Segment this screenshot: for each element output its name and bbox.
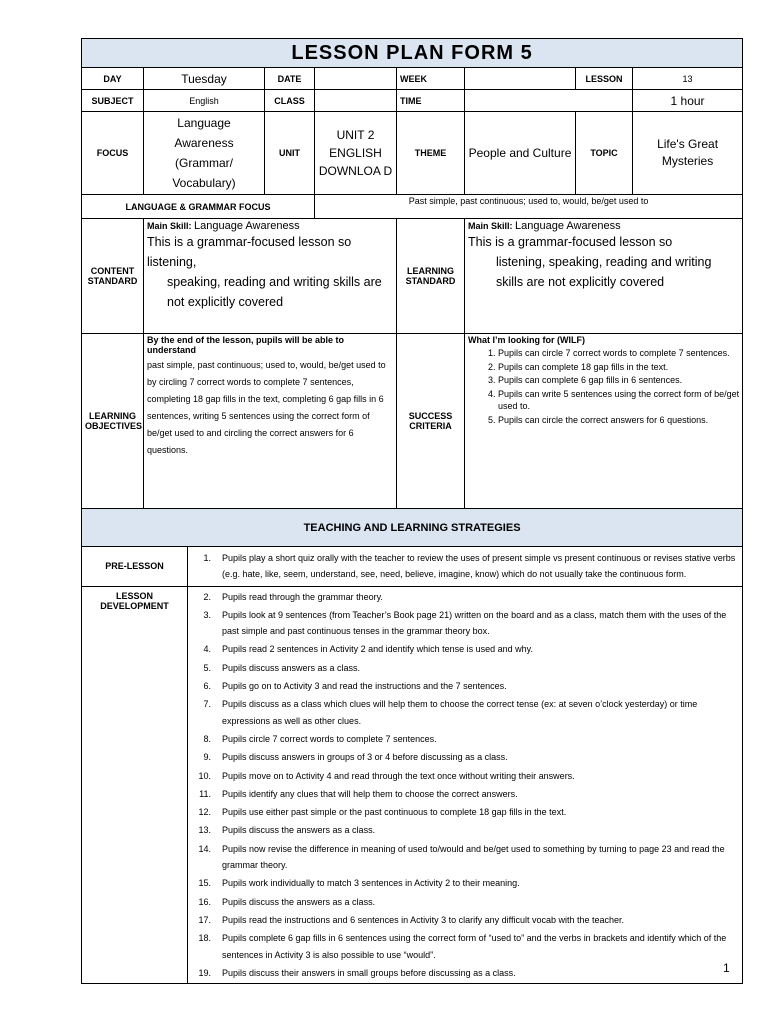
success-heading: What I’m looking for (WILF) [468,335,585,345]
lesson-plan-form [81,38,742,984]
step-number: 19. [198,967,211,978]
learning-standard-cell [465,219,743,334]
step-row [191,964,739,982]
step-number: 4. [203,644,211,655]
step-text: Pupils play a short quiz orally with the teacher to review the uses of present simple vs present continuous or revises stative verbs (e.g. hate, like, seem, understand, see, need, believe, imagine, know) which do not usually take the continuous form. [222,553,736,580]
step-number: 12. [198,807,211,818]
learning-objectives-cell [144,334,397,509]
success-criteria-list [468,347,739,426]
subject-label: SUBJECT [82,90,144,112]
step-row [191,874,739,892]
learning-objectives-label: LEARNING OBJECTIVES [82,334,144,509]
step-row [191,893,739,911]
step-number: 8. [203,733,211,744]
lesson-plan-table [81,38,743,547]
day-label: DAY [82,68,144,90]
pre-lesson-steps [191,549,739,584]
step-number: 9. [203,752,211,763]
focus-value: Language Awareness (Grammar/ Vocabulary) [144,112,265,195]
topic-label: TOPIC [576,112,633,195]
step-text: Pupils read the instructions and 6 sentences in Activity 3 to clarify any difficult vocab with the teacher. [222,914,625,925]
success-criteria-item: 2. Pupils can complete 18 gap fills in the text. [498,361,739,374]
step-text: Pupils use either past simple or the past continuous to complete 18 gap fills in the text. [222,807,567,818]
step-row [191,730,739,748]
content-standard-line: This is a grammar-focused lesson so listening, [147,235,352,269]
step-text: Pupils discuss the answers as a class. [222,825,376,836]
step-row [191,821,739,839]
step-number: 15. [198,878,211,889]
step-row [191,659,739,677]
lesson-label: LESSON [576,68,633,90]
main-skill-value: Language Awareness [515,220,621,232]
step-number: 6. [203,681,211,692]
subject-value: English [144,90,265,112]
lesson-development-row [82,586,743,984]
step-number: 11. [199,788,211,799]
theme-value: People and Culture [465,112,576,195]
objectives-row [82,334,743,509]
unit-value: UNIT 2 ENGLISH DOWNLOA D [315,112,397,195]
focus-row [82,112,743,195]
step-text: Pupils complete 6 gap fills in 6 sentences using the correct form of “used to” and the verbs in brackets and identify which of the sentences in Activity 3 is also possible to use “would”. [222,933,727,960]
step-number: 13. [198,825,211,836]
main-skill-label: Main Skill: [468,221,513,231]
language-focus-row [82,195,743,219]
step-number: 18. [198,933,211,944]
content-standard-rest: speaking, reading and writing skills are not explicitly covered [167,275,382,309]
strategies-table [81,547,743,984]
topic-value: Life's Great Mysteries [633,112,743,195]
step-text: Pupils discuss answers in groups of 3 or 4 before discussing as a class. [222,752,508,763]
day-row [82,68,743,90]
step-number: 2. [203,591,211,602]
title-row [82,39,743,68]
theme-label: THEME [397,112,465,195]
time-label: TIME [397,90,465,112]
step-text: Pupils look at 9 sentences (from Teacher’s Book page 21) written on the board and as a class, match them with the uses of the past simple and past continuous tenses in the grammar theory box. [222,609,727,637]
unit-label: UNIT [265,112,315,195]
success-criteria-cell [465,334,743,509]
step-text: Pupils read through the grammar theory. [222,591,383,602]
strategies-header-row [82,509,743,547]
pre-lesson-label: PRE-LESSON [82,547,188,586]
step-number: 3. [203,609,211,620]
learning-standard-text [468,232,739,292]
content-standard-text [147,232,393,312]
success-criteria-item: 5. Pupils can circle the correct answers for 6 questions. [498,414,739,427]
page-title: LESSON PLAN FORM 5 [82,39,743,68]
success-criteria-item: 3. Pupils can complete 6 gap fills in 6 sentences. [498,374,739,387]
step-text: Pupils go on to Activity 3 and read the instructions and the 7 sentences. [222,681,507,692]
standards-row [82,219,743,334]
step-number: 5. [203,662,211,673]
objectives-heading: By the end of the lesson, pupils will be able to understand [147,335,345,355]
step-text: Pupils discuss as a class which clues will help them to choose the correct tense (ex: at seven o’clock yesterday) or time expressions as well as other clues. [222,699,698,726]
week-value [465,68,576,90]
step-text: Pupils work individually to match 3 sentences in Activity 2 to their meaning. [222,878,520,889]
class-value [315,90,397,112]
class-label: CLASS [265,90,315,112]
step-number: 1. [203,553,211,563]
lesson-development-steps [191,588,739,983]
step-number: 17. [198,914,211,925]
day-value: Tuesday [144,68,265,90]
objectives-body: past simple, past continuous; used to, would, be/get used to by circling 7 correct words to complete 7 sentences, completing 18 gap fills in the text, completing 6 gap fills in 6 sentences, writing 5 sentences using the correct form of be/get used to and circling the correct answers for 6 questions. [147,360,386,455]
time-spacer [465,90,633,112]
step-row [191,785,739,803]
step-text: Pupils discuss the answers as a class. [222,896,376,907]
step-text: Pupils discuss answers as a class. [222,662,361,673]
step-row [191,695,739,730]
main-skill-value: Language Awareness [194,220,300,232]
step-row [191,640,739,658]
step-number: 14. [198,843,211,854]
page-number: 1 [723,961,730,975]
date-value [315,68,397,90]
success-criteria-item: 1. Pupils can circle 7 correct words to complete 7 sentences. [498,347,739,360]
step-text: Pupils discuss their answers in small groups before discussing as a class. [222,967,516,978]
step-row [191,549,739,584]
week-label: WEEK [397,68,465,90]
step-row [191,803,739,821]
step-number: 10. [198,770,211,781]
lesson-development-cell [188,586,743,984]
content-standard-cell [144,219,397,334]
step-row [191,748,739,766]
pre-lesson-cell [188,547,743,586]
step-text: Pupils move on to Activity 4 and read through the text once without writing their answers. [222,770,575,781]
success-criteria-label: SUCCESS CRITERIA [397,334,465,509]
step-row [191,767,739,785]
step-row [191,588,739,606]
step-text: Pupils read 2 sentences in Activity 2 and identify which tense is used and why. [222,644,534,655]
language-focus-value: Past simple, past continuous; used to, would, be/get used to [315,195,743,219]
language-focus-label: LANGUAGE & GRAMMAR FOCUS [82,195,315,219]
learning-standard-label: LEARNING STANDARD [397,219,465,334]
main-skill-label: Main Skill: [147,221,192,231]
success-criteria-item: 4. Pupils can write 5 sentences using the correct form of be/get used to. [498,388,739,413]
date-label: DATE [265,68,315,90]
pre-lesson-row [82,547,743,586]
subject-row [82,90,743,112]
step-row [191,929,739,964]
step-text: Pupils circle 7 correct words to complete 7 sentences. [222,733,437,744]
step-row [191,840,739,875]
step-row [191,606,739,641]
time-value: 1 hour [633,90,743,112]
content-standard-label: CONTENT STANDARD [82,219,144,334]
focus-label: FOCUS [82,112,144,195]
learning-standard-line: This is a grammar-focused lesson so [468,235,673,249]
step-number: 7. [203,699,211,710]
step-number: 16. [198,896,211,907]
step-row [191,911,739,929]
strategies-heading: TEACHING AND LEARNING STRATEGIES [82,509,743,547]
step-row [191,677,739,695]
step-text: Pupils identify any clues that will help them to choose the correct answers. [222,788,518,799]
lesson-development-label: LESSON DEVELOPMENT [82,586,188,984]
lesson-value: 13 [633,68,743,90]
step-text: Pupils now revise the difference in meaning of used to/would and be/get used to something by turning to page 23 and read the grammar theory. [222,843,725,871]
learning-standard-rest: listening, speaking, reading and writing skills are not explicitly covered [496,255,712,289]
